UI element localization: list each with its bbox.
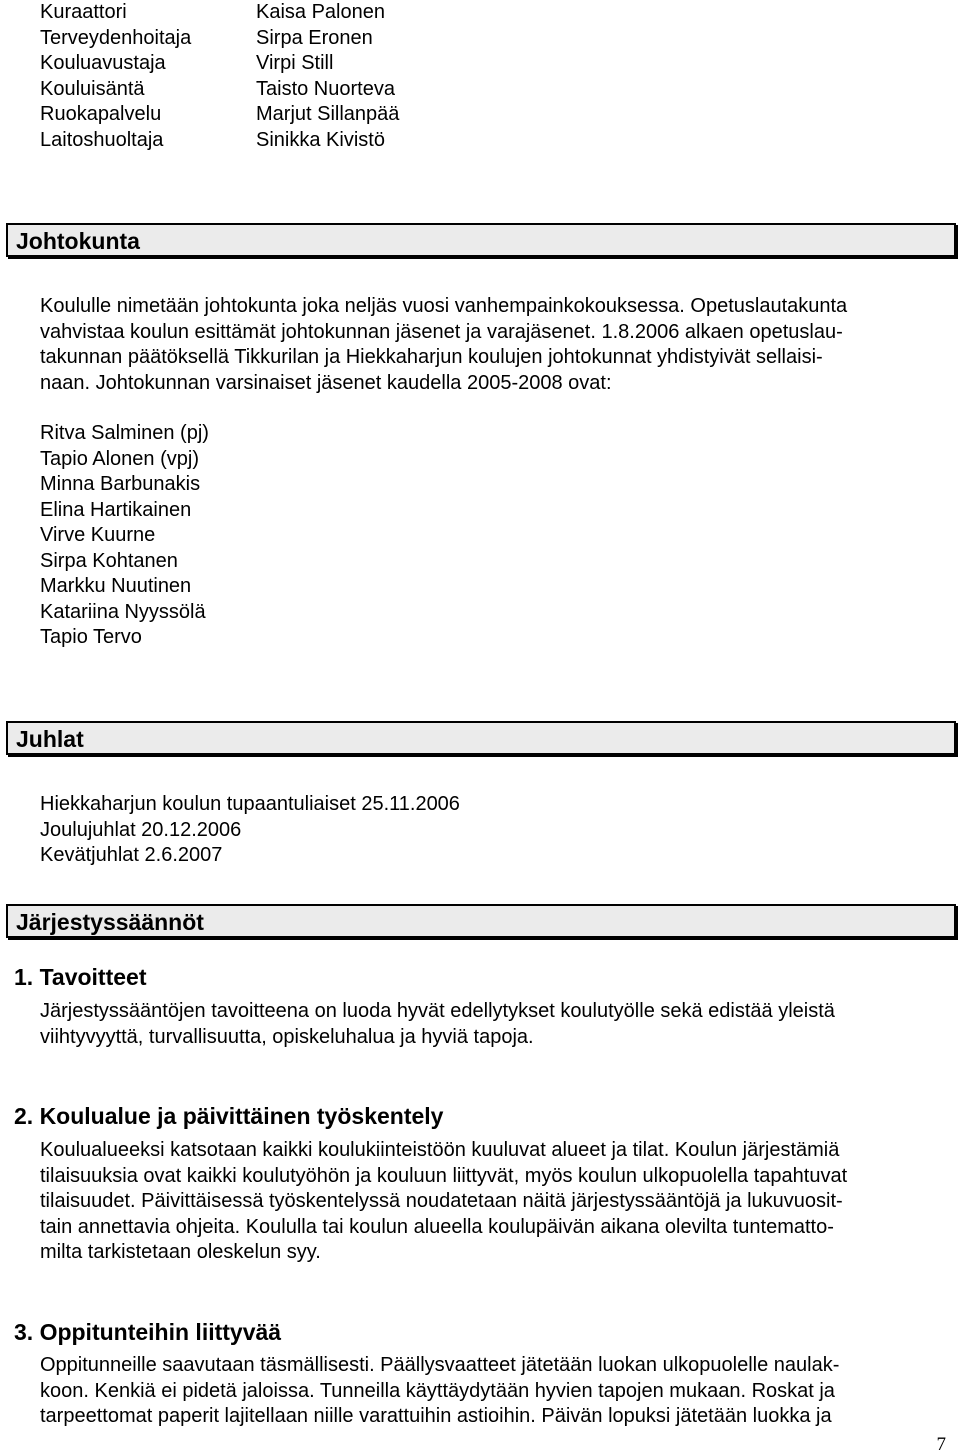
paragraph-line: milta tarkistetaan oleskelun syy. (40, 1241, 321, 1263)
member-name: Katariina Nyyssölä (40, 600, 206, 623)
paragraph-line: Oppitunneille saavutaan täsmällisesti. Päällysvaatteet jätetään luokan ulkopuolelle naulak- (40, 1354, 840, 1376)
staff-name: Sirpa Eronen (256, 26, 373, 49)
subsection-title-tavoitteet: 1. Tavoitteet (14, 964, 147, 990)
juhlat-list (40, 792, 460, 869)
staff-name: Taisto Nuorteva (256, 77, 395, 100)
member-name: Ritva Salminen (pj) (40, 422, 209, 444)
member-name: Elina Hartikainen (40, 498, 192, 521)
tavoitteet-paragraph (40, 999, 940, 1050)
staff-name: Marjut Sillanpää (256, 103, 400, 125)
section-heading-jarjestyssaannot: Järjestyssäännöt (6, 904, 956, 938)
member-name: Markku Nuutinen (40, 575, 192, 597)
staff-role: Terveydenhoitaja (40, 26, 192, 49)
member-name: Tapio Tervo (40, 626, 142, 648)
staff-row (40, 77, 399, 103)
paragraph-line: Järjestyssääntöjen tavoitteena on luoda hyvät edellytykset koulutyölle sekä edistää yleistä (40, 1000, 835, 1022)
paragraph-line: naan. Johtokunnan varsinaiset jäsenet kaudella 2005-2008 ovat: (40, 371, 612, 394)
paragraph-line: tain annettavia ohjeita. Koululla tai koulun alueella koulupäivän aikana olevilta tuntematto- (40, 1215, 834, 1238)
koulualue-paragraph (40, 1138, 940, 1266)
paragraph-line: vahvistaa koulun esittämät johtokunnan jäsenet ja varajäsenet. 1.8.2006 alkaen opetuslau- (40, 320, 843, 343)
staff-row (40, 102, 399, 128)
paragraph-line: tarpeettomat paperit lajitellaan niille varattuihin astioihin. Päivän lopuksi jätetään luokka ja (40, 1405, 832, 1427)
paragraph-line: Koululle nimetään johtokunta joka neljäs vuosi vanhempainkokouksessa. Opetuslautakunta (40, 295, 848, 317)
page-number: 7 (936, 1434, 946, 1455)
staff-role: Kuraattori (40, 1, 127, 23)
paragraph-line: viihtyvyyttä, turvallisuutta, opiskeluhalua ja hyviä tapoja. (40, 1025, 534, 1048)
staff-role: Laitoshuoltaja (40, 128, 164, 151)
subsection-title-koulualue: 2. Koulualue ja päivittäinen työskentely (14, 1103, 444, 1129)
member-name: Virve Kuurne (40, 524, 156, 546)
member-name: Sirpa Kohtanen (40, 549, 178, 572)
staff-row (40, 0, 399, 26)
paragraph-line: koon. Kenkiä ei pidetä jaloissa. Tunneilla käyttäydytään hyvien tapojen mukaan. Roskat ja (40, 1379, 835, 1402)
staff-role: Kouluisäntä (40, 77, 145, 100)
section-heading-johtokunta: Johtokunta (6, 223, 956, 257)
event-item: Joulujuhlat 20.12.2006 (40, 818, 242, 841)
oppitunnit-paragraph (40, 1353, 940, 1430)
paragraph-line: tilaisuuksia ovat kaikki koulutyöhön ja kouluun liittyvät, myös koulun ulkopuolella tapahtuvat (40, 1164, 848, 1187)
event-item: Kevätjuhlat 2.6.2007 (40, 844, 223, 866)
staff-role: Kouluavustaja (40, 52, 166, 74)
subsection-title-oppitunnit: 3. Oppitunteihin liittyvää (14, 1319, 282, 1345)
johtokunta-members (40, 421, 209, 651)
staff-list (40, 0, 399, 153)
staff-row (40, 26, 399, 52)
staff-name: Sinikka Kivistö (256, 128, 385, 151)
section-heading-juhlat: Juhlat (6, 721, 956, 755)
staff-name: Virpi Still (256, 52, 334, 74)
staff-role: Ruokapalvelu (40, 103, 162, 125)
paragraph-line: Koulualueeksi katsotaan kaikki koulukiinteistöön kuuluvat alueet ja tilat. Koulun järjestämiä (40, 1139, 840, 1161)
member-name: Tapio Alonen (vpj) (40, 447, 199, 470)
event-item: Hiekkaharjun koulun tupaantuliaiset 25.11.2006 (40, 793, 460, 815)
member-name: Minna Barbunakis (40, 473, 201, 495)
paragraph-line: takunnan päätöksellä Tikkurilan ja Hiekkaharjun koulujen johtokunnat yhdistyivät sellaisi- (40, 346, 823, 368)
staff-row (40, 51, 399, 77)
paragraph-line: tilaisuudet. Päivittäisessä työskentelyssä noudatetaan näitä järjestyssääntöjä ja lukuvuosit- (40, 1190, 843, 1212)
staff-row (40, 128, 399, 154)
staff-name: Kaisa Palonen (256, 1, 385, 23)
johtokunta-paragraph (40, 294, 940, 396)
